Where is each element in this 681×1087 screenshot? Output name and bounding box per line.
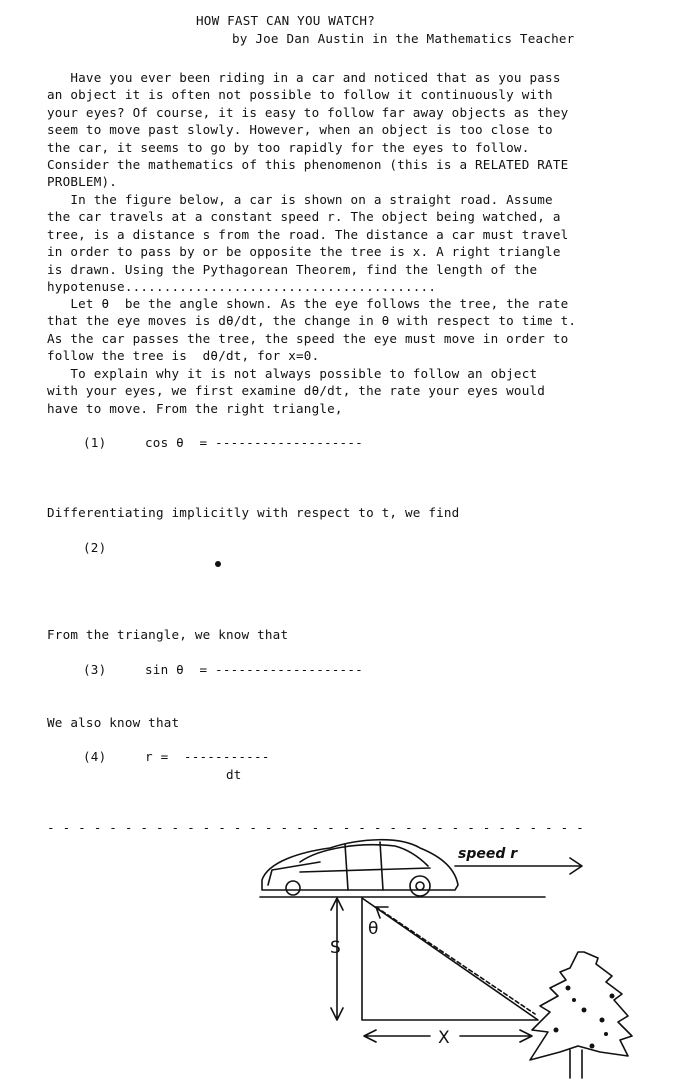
- triangle-text: From the triangle, we know that: [47, 627, 289, 642]
- text-line: that the eye moves is dθ/dt, the change in θ with respect to time t.: [47, 313, 577, 329]
- text-line: follow the tree is dθ/dt, for x=0.: [47, 348, 320, 364]
- equation-3-blank: sin θ = -------------------: [145, 662, 363, 677]
- speed-label: speed r: [458, 846, 518, 862]
- text-line: As the car passes the tree, the speed the eye must move in order to: [47, 330, 569, 346]
- text-line: To explain why it is not always possible to follow an object: [47, 366, 538, 381]
- document-byline: by Joe Dan Austin in the Mathematics Teacher: [232, 31, 575, 46]
- equation-2-number: (2): [83, 540, 107, 555]
- theta-label: θ: [368, 919, 379, 939]
- equation-4-blank: r = -----------: [145, 749, 270, 764]
- text-line: have to move. From the right triangle,: [47, 400, 343, 416]
- text-line: your eyes? Of course, it is easy to follow far away objects as they: [47, 104, 569, 120]
- text-line: PROBLEM).: [47, 174, 118, 190]
- equation-2-dot: [215, 561, 221, 567]
- text-line: an object it is often not possible to follow it continuously with: [47, 87, 553, 103]
- section-separator: - - - - - - - - - - - - - - - - - - - - - - - - - - - - - - - - - - -: [47, 820, 584, 835]
- right-triangle: [362, 898, 538, 1020]
- x-label: X: [438, 1028, 450, 1048]
- figure-description-paragraph: [47, 191, 667, 295]
- s-dimension-arrow: [331, 898, 343, 1020]
- text-line: the car travels at a constant speed r. The object being watched, a: [47, 209, 561, 225]
- theta-paragraph: [47, 295, 667, 365]
- tree-ornaments: [554, 986, 615, 1049]
- text-line: Have you ever been riding in a car and noticed that as you pass: [47, 70, 561, 85]
- car-tree-figure: [0, 830, 681, 1087]
- s-label: S: [330, 938, 341, 958]
- explanation-paragraph: [47, 365, 667, 417]
- equation-1-number: (1): [83, 435, 107, 450]
- equation-4-number: (4): [83, 749, 107, 764]
- text-line: the car, it seems to go by too rapidly for the eyes to follow.: [47, 139, 530, 155]
- text-line: is drawn. Using the Pythagorean Theorem, find the length of the: [47, 261, 538, 277]
- text-line: in order to pass by or be opposite the tree is x. A right triangle: [47, 244, 561, 260]
- text-line: In the figure below, a car is shown on a straight road. Assume: [47, 192, 553, 207]
- text-line: Consider the mathematics of this phenomenon (this is a RELATED RATE: [47, 157, 569, 173]
- car-drawing: [262, 840, 458, 896]
- document-title: HOW FAST CAN YOU WATCH?: [196, 13, 375, 28]
- equation-3-number: (3): [83, 662, 107, 677]
- text-line: with your eyes, we first examine dθ/dt, the rate your eyes would: [47, 383, 546, 399]
- differentiating-text: Differentiating implicitly with respect to t, we find: [47, 505, 460, 520]
- equation-1-blank: cos θ = -------------------: [145, 435, 363, 450]
- text-line: tree, is a distance s from the road. The distance a car must travel: [47, 226, 569, 242]
- text-line: hypotenuse........................................: [47, 279, 437, 295]
- text-line: Let θ be the angle shown. As the eye follows the tree, the rate: [47, 296, 569, 311]
- intro-paragraph: [47, 69, 667, 191]
- equation-4-denominator: dt: [226, 767, 242, 782]
- also-know-text: We also know that: [47, 715, 180, 730]
- text-line: seem to move past slowly. However, when an object is too close to: [47, 122, 553, 138]
- tree-drawing: [530, 952, 632, 1078]
